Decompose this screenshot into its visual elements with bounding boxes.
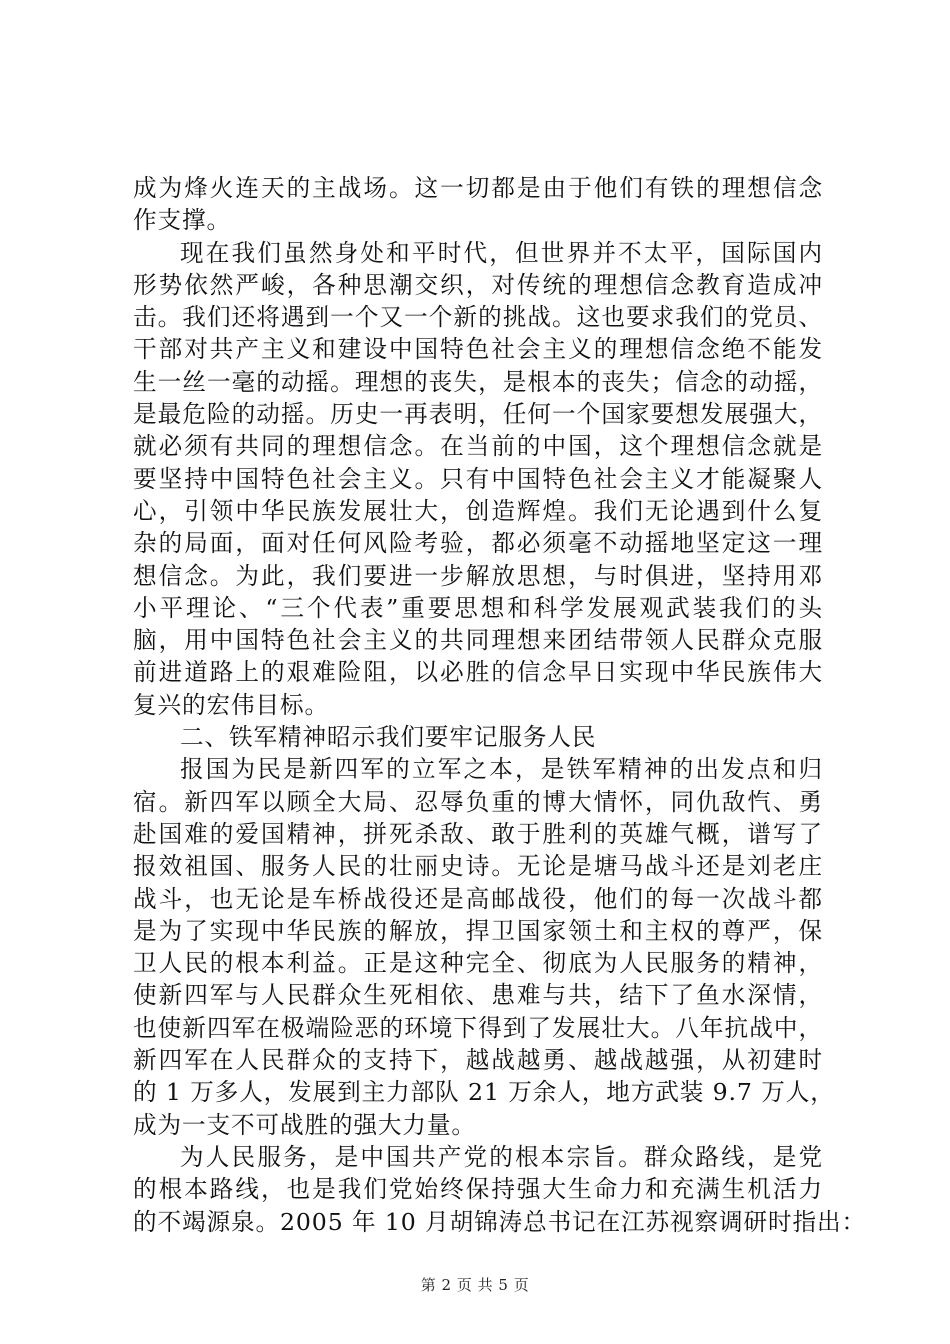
- text-line: 生一丝一毫的动摇。理想的丧失，是根本的丧失；信念的动摇，: [133, 367, 823, 396]
- text-line: 是最危险的动摇。历史一再表明，任何一个国家要想发展强大，: [133, 400, 823, 429]
- text-line: 宿。新四军以顾全大局、忍辱负重的博大情怀，同仇敌忾、勇: [133, 787, 823, 816]
- text-line: 作支撑。: [133, 206, 231, 235]
- text-line: 心，引领中华民族发展壮大，创造辉煌。我们无论遇到什么复: [133, 496, 823, 525]
- text-line: 赴国难的爱国精神，拼死杀敌、敢于胜利的英雄气概，谱写了: [133, 819, 823, 848]
- body-text: [133, 172, 867, 1238]
- text-line: 的根本路线，也是我们党始终保持强大生命力和充满生机活力: [133, 1175, 823, 1204]
- text-line: 要坚持中国特色社会主义。只有中国特色社会主义才能凝聚人: [133, 464, 823, 493]
- text-line: 战斗，也无论是车桥战役还是高邮战役，他们的每一次战斗都: [133, 884, 823, 913]
- text-line: 的不竭源泉。2005 年 10 月胡锦涛总书记在江苏视察调研时指出：: [133, 1207, 867, 1236]
- text-line: 的 1 万多人，发展到主力部队 21 万余人，地方武装 9.7 万人，: [133, 1078, 835, 1107]
- text-line: 是为了实现中华民族的解放，捍卫国家领土和主权的尊严，保: [133, 916, 823, 945]
- section-heading: 二、铁军精神昭示我们要牢记服务人民: [180, 723, 597, 752]
- text-line: 卫人民的根本利益。正是这种完全、彻底为人民服务的精神，: [133, 949, 823, 978]
- text-line: 脑，用中国特色社会主义的共同理想来团结带领人民群众克服: [133, 626, 823, 655]
- text-line: 想信念。为此，我们要进一步解放思想，与时俱进，坚持用邓: [133, 561, 823, 590]
- text-line: 成为一支不可战胜的强大力量。: [133, 1110, 476, 1139]
- text-line: 击。我们还将遇到一个又一个新的挑战。这也要求我们的党员、: [133, 303, 823, 332]
- text-line: 使新四军与人民群众生死相依、患难与共，结下了鱼水深情，: [133, 981, 823, 1010]
- text-line: 报效祖国、服务人民的壮丽史诗。无论是塘马战斗还是刘老庄: [133, 852, 823, 881]
- text-line: 前进道路上的艰难险阻，以必胜的信念早日实现中华民族伟大: [133, 658, 823, 687]
- text-line: 干部对共产主义和建设中国特色社会主义的理想信念绝不能发: [133, 335, 823, 364]
- text-line: 复兴的宏伟目标。: [133, 690, 329, 719]
- text-line: 小平理论、“三个代表”重要思想和科学发展观武装我们的头: [133, 593, 823, 622]
- text-line: 也使新四军在极端险恶的环境下得到了发展壮大。八年抗战中，: [133, 1013, 823, 1042]
- page-footer: 第 2 页 共 5 页: [420, 1276, 530, 1294]
- text-line: 就必须有共同的理想信念。在当前的中国，这个理想信念就是: [133, 432, 823, 461]
- text-line: 为人民服务，是中国共产党的根本宗旨。群众路线，是党: [180, 1142, 823, 1171]
- text-line: 报国为民是新四军的立军之本，是铁军精神的出发点和归: [180, 755, 823, 784]
- text-line: 成为烽火连天的主战场。这一切都是由于他们有铁的理想信念: [133, 174, 823, 202]
- text-line: 形势依然严峻，各种思潮交织，对传统的理想信念教育造成冲: [133, 270, 823, 299]
- text-line: 新四军在人民群众的支持下，越战越勇、越战越强，从初建时: [133, 1046, 823, 1075]
- text-line: 杂的局面，面对任何风险考验，都必须毫不动摇地坚定这一理: [133, 529, 823, 558]
- text-line: 现在我们虽然身处和平时代，但世界并不太平，国际国内: [180, 238, 823, 267]
